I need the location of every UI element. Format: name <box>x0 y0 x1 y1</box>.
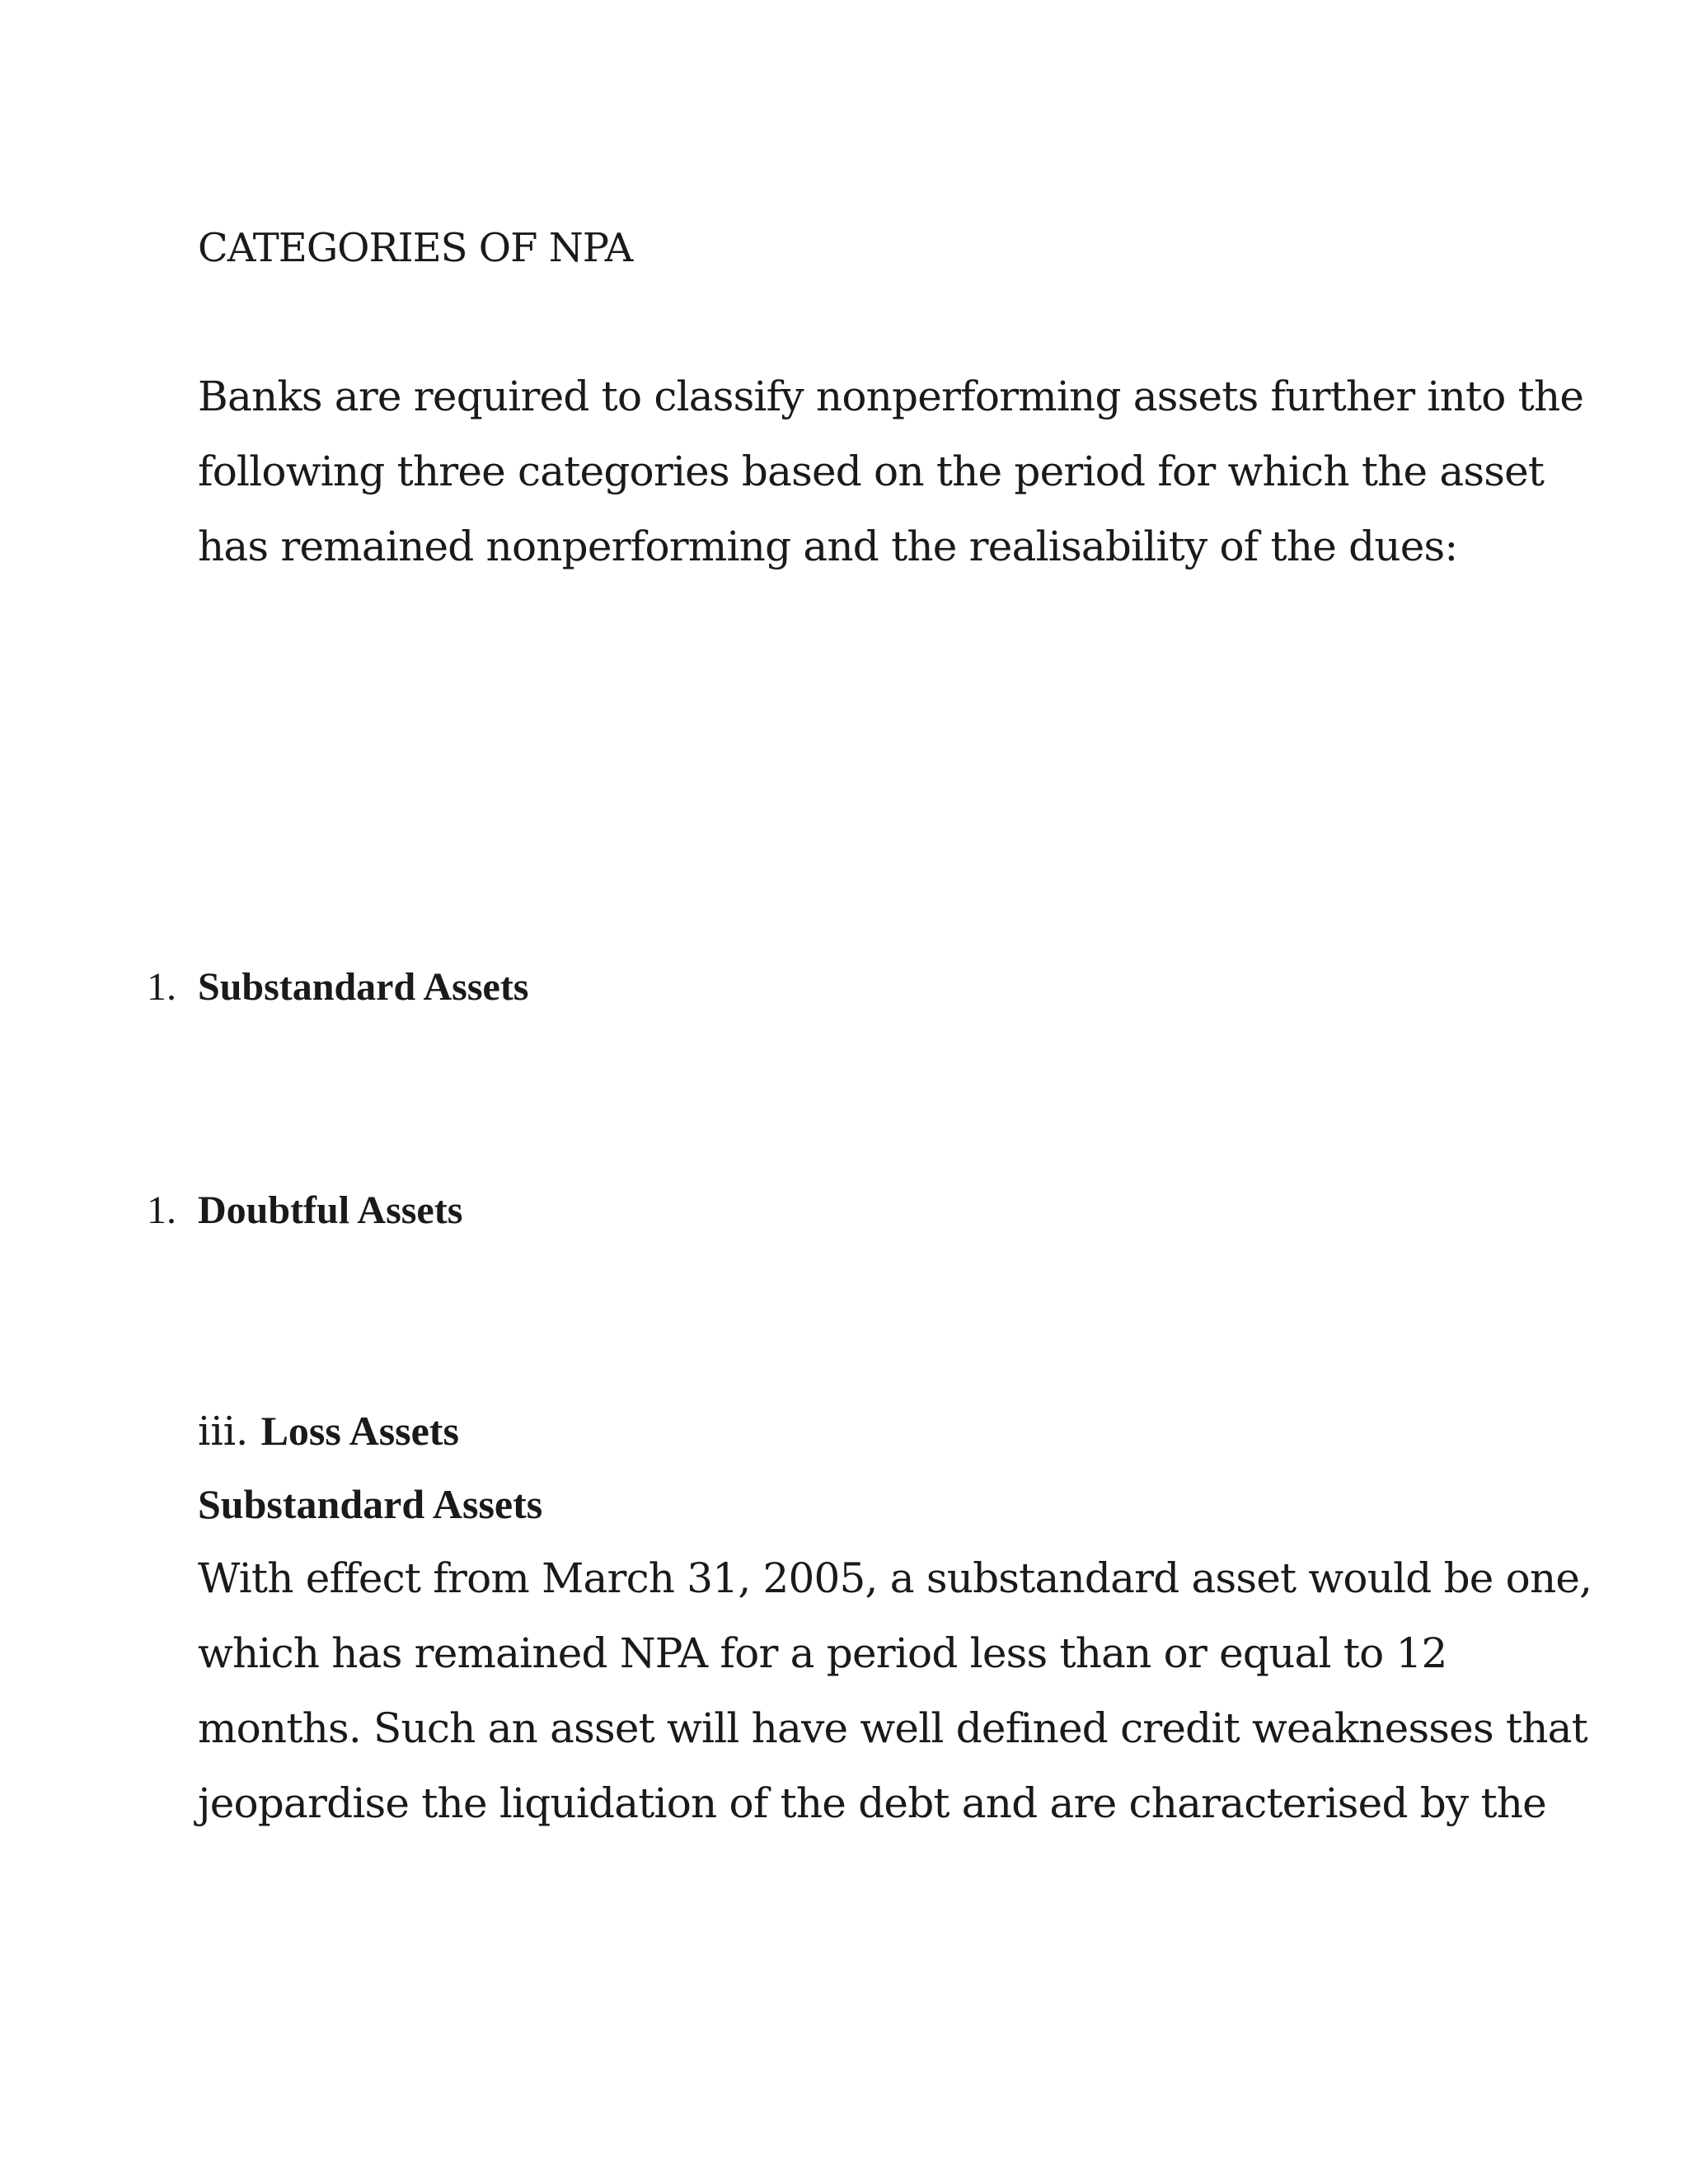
list-label: Loss Assets <box>260 1408 459 1454</box>
body-line: months. Such an asset will have well defined credit weaknesses that <box>198 1704 1587 1752</box>
list-number: 1. <box>147 965 176 1009</box>
intro-paragraph <box>198 359 1584 584</box>
intro-line: has remained nonperforming and the realisability of the dues: <box>198 523 1458 570</box>
body-paragraph <box>198 1541 1592 1841</box>
body-line: jeopardise the liquidation of the debt and are characterised by the <box>198 1779 1546 1827</box>
list-number: iii. <box>198 1408 249 1455</box>
section-subheading: Substandard Assets <box>198 1481 543 1527</box>
list-item-doubtful <box>147 1183 462 1238</box>
list-item-substandard <box>147 960 528 1015</box>
body-line: which has remained NPA for a period less than or equal to 12 <box>198 1629 1447 1677</box>
body-line: With effect from March 31, 2005, a substandard asset would be one, <box>198 1554 1592 1602</box>
page-title: CATEGORIES OF NPA <box>198 225 633 271</box>
list-label: Substandard Assets <box>198 965 529 1009</box>
list-label: Doubtful Assets <box>198 1188 463 1232</box>
list-item-loss <box>198 1404 1517 1459</box>
list-number: 1. <box>147 1188 176 1232</box>
intro-line: following three categories based on the period for which the asset <box>198 448 1545 495</box>
intro-line: Banks are required to classify nonperforming assets further into the <box>198 373 1584 420</box>
